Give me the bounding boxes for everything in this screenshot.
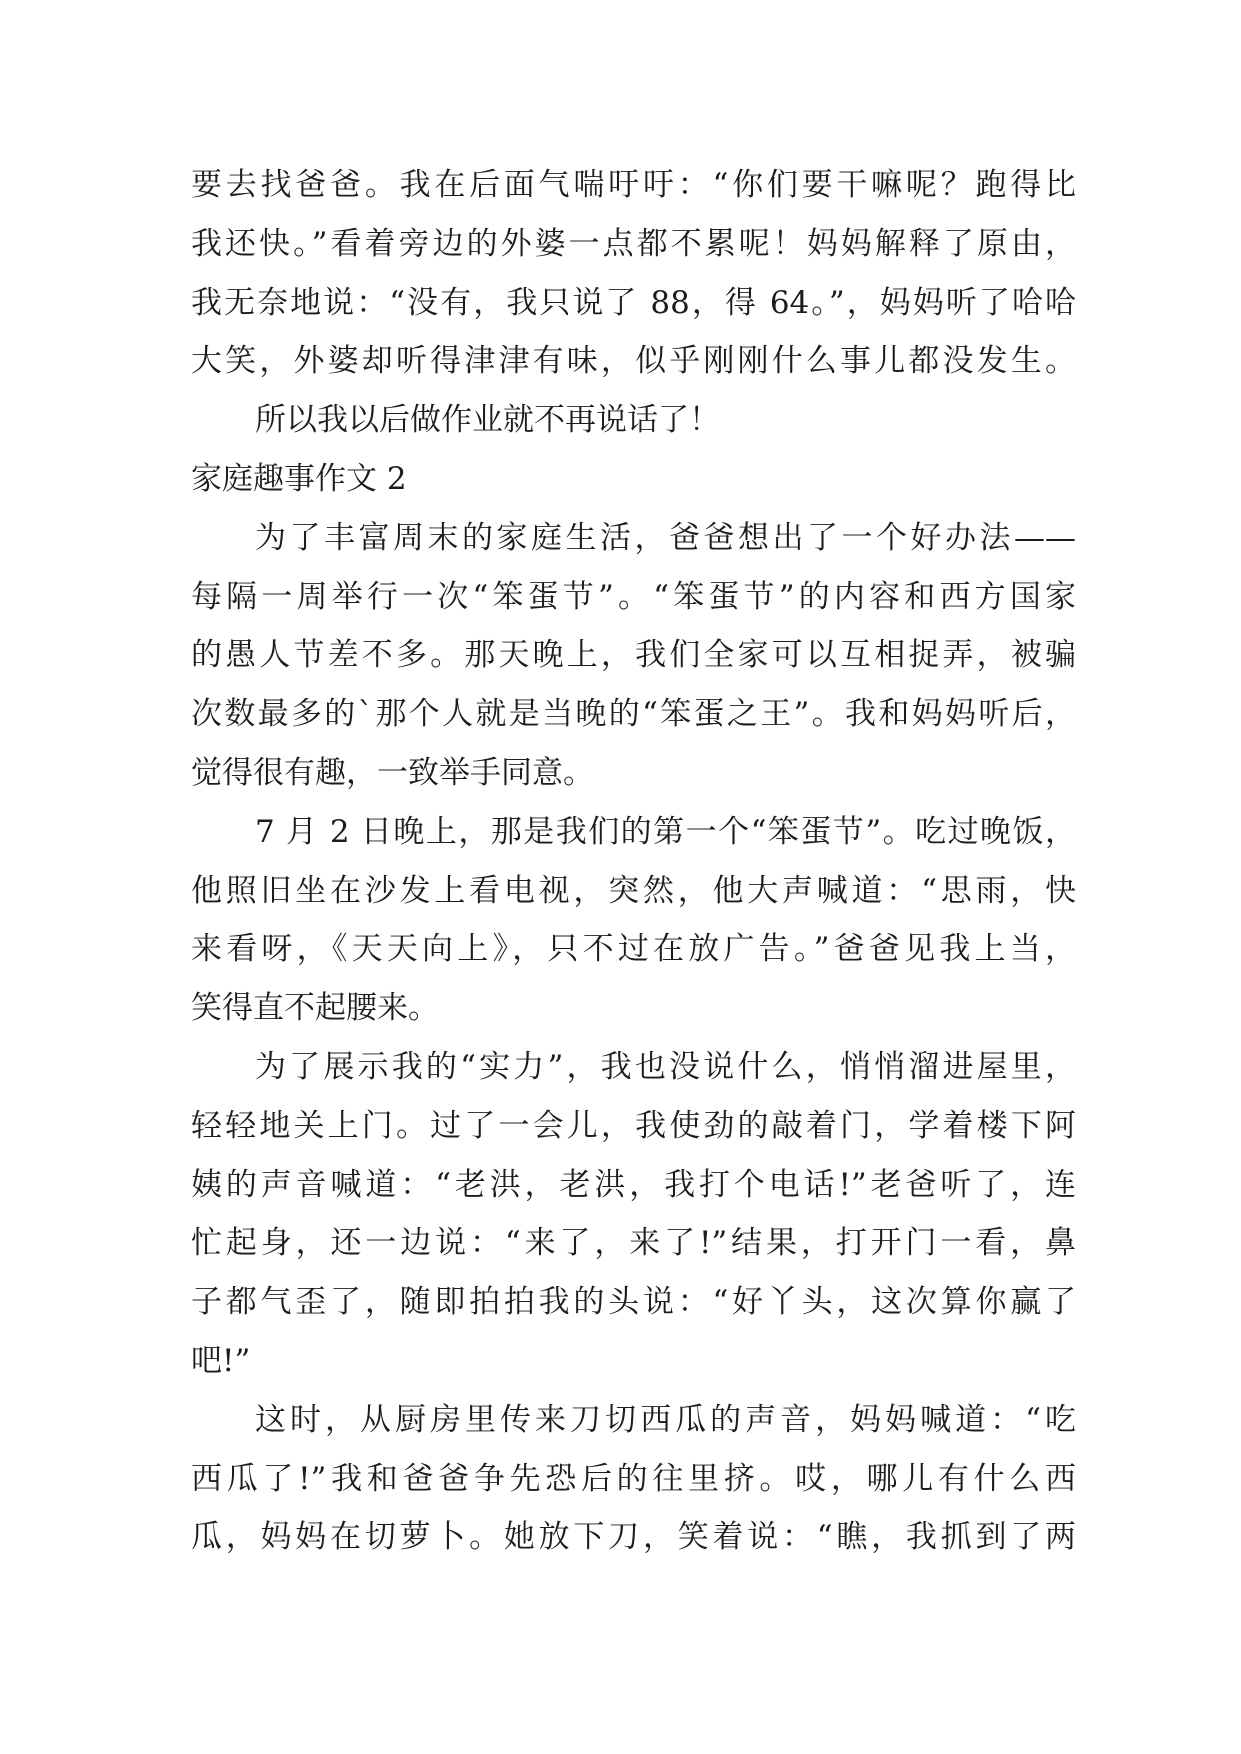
text-line: 所以我以后做作业就不再说话了！ xyxy=(255,402,720,439)
text-line: 为了展示我的“实力”，我也没说什么，悄悄溜进屋里， xyxy=(255,1048,1076,1085)
text-line: 子都气歪了，随即拍拍我的头说：“好丫头，这次算你赢了 xyxy=(191,1284,1076,1321)
text-line: 瓜，妈妈在切萝卜。她放下刀，笑着说：“瞧，我抓到了两 xyxy=(191,1519,1076,1556)
essay-title: 家庭趣事作文 2 xyxy=(191,460,407,497)
text-line: 轻轻地关上门。过了一会儿，我使劲的敲着门，学着楼下阿 xyxy=(191,1107,1076,1144)
text-line: 要去找爸爸。我在后面气喘吁吁：“你们要干嘛呢？跑得比 xyxy=(191,167,1076,203)
paragraph xyxy=(191,1038,1076,1391)
text-line: 来看呀，《天天向上》，只不过在放广告。”爸爸见我上当， xyxy=(191,931,1076,968)
text-line: 忙起身，还一边说：“来了，来了!”结果，打开门一看，鼻 xyxy=(191,1225,1076,1262)
text-line: 姨的声音喊道：“老洪，老洪，我打个电话!”老爸听了，连 xyxy=(191,1166,1076,1203)
text-line: 这时，从厨房里传来刀切西瓜的声音，妈妈喊道：“吃 xyxy=(255,1401,1076,1438)
text-line: 我还快。”看着旁边的外婆一点都不累呢！妈妈解释了原由， xyxy=(191,225,1076,262)
text-line: 吧!” xyxy=(191,1342,251,1379)
text-line: 他照旧坐在沙发上看电视，突然，他大声喊道：“思雨，快 xyxy=(191,872,1076,909)
text-line: 的愚人节差不多。那天晚上，我们全家可以互相捉弄，被骗 xyxy=(191,637,1076,674)
text-line: 次数最多的`那个人就是当晚的“笨蛋之王”。我和妈妈听后， xyxy=(191,696,1076,733)
text-line: 觉得很有趣，一致举手同意。 xyxy=(191,754,594,791)
document-body xyxy=(191,156,1076,1567)
text-line: 7 月 2 日晚上，那是我们的第一个“笨蛋节”。吃过晚饭， xyxy=(255,813,1076,850)
text-line: 我无奈地说：“没有，我只说了 88，得 64。”，妈妈听了哈哈 xyxy=(191,284,1076,321)
paragraph xyxy=(191,803,1076,1038)
text-line: 为了丰富周末的家庭生活，爸爸想出了一个好办法—— xyxy=(255,519,1076,556)
paragraph xyxy=(191,156,1076,391)
paragraph xyxy=(191,1391,1076,1567)
text-line: 西瓜了!”我和爸爸争先恐后的往里挤。哎，哪儿有什么西 xyxy=(191,1460,1076,1497)
text-line: 每隔一周举行一次“笨蛋节”。“笨蛋节”的内容和西方国家 xyxy=(191,578,1076,615)
paragraph xyxy=(191,391,1076,450)
paragraph xyxy=(191,509,1076,803)
text-line: 大笑，外婆却听得津津有味，似乎刚刚什么事儿都没发生。 xyxy=(191,343,1076,380)
text-line: 笑得直不起腰来。 xyxy=(191,990,439,1027)
